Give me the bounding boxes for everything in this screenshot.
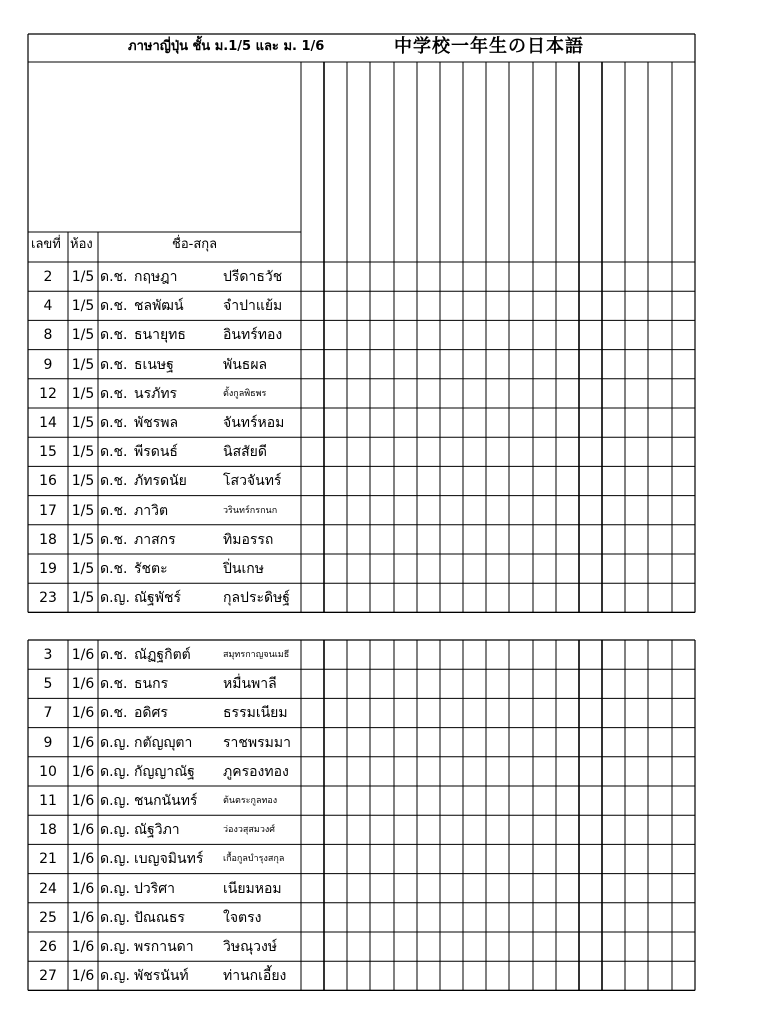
sheet-title-japanese: 中学校一年生の日本語 — [394, 36, 584, 57]
student-last-name: ปรีดาธวัช — [223, 269, 283, 285]
student-room: 1/6 — [71, 705, 95, 722]
student-room: 1/5 — [71, 269, 95, 285]
student-last-name: อินทร์ทอง — [223, 327, 283, 344]
student-prefix: ด.ช. — [100, 298, 128, 315]
column-header-room: ห้อง — [70, 237, 93, 252]
student-last-name: ต้นตระกูลทอง — [223, 796, 278, 806]
student-prefix: ด.ช. — [100, 327, 128, 344]
student-room: 1/5 — [71, 444, 95, 461]
student-first-name: ชนกนันทร์ — [134, 793, 198, 809]
student-prefix: ด.ช. — [100, 356, 128, 373]
student-number: 21 — [39, 851, 57, 868]
student-last-name: ว่องวสุสมวงศ์ — [223, 825, 275, 836]
student-prefix: ด.ช. — [100, 444, 128, 461]
student-room: 1/6 — [71, 851, 95, 868]
student-room: 1/6 — [71, 647, 95, 663]
student-number: 24 — [39, 880, 57, 897]
student-prefix: ด.ญ. — [100, 763, 130, 780]
student-last-name: วิษณุวงษ์ — [223, 939, 278, 955]
student-number: 19 — [39, 561, 57, 577]
student-room: 1/5 — [71, 385, 95, 402]
student-first-name: ธนายุทธ — [134, 327, 186, 344]
student-number: 8 — [43, 327, 53, 344]
student-room: 1/5 — [71, 590, 95, 607]
student-number: 27 — [39, 968, 57, 985]
student-first-name: ธนกร — [134, 676, 169, 693]
student-room: 1/6 — [71, 822, 95, 839]
student-room: 1/5 — [71, 561, 95, 577]
student-prefix: ด.ช. — [100, 531, 128, 548]
student-room: 1/5 — [71, 327, 95, 344]
student-first-name: ภาสกร — [134, 531, 176, 548]
student-first-name: พรกานดา — [134, 939, 194, 955]
student-number: 9 — [43, 356, 53, 373]
student-last-name: จำปาแย้ม — [223, 298, 283, 315]
student-last-name: เกื้อกูลบำรุงสกุล — [223, 854, 285, 865]
student-first-name: กัญญาณัฐ — [134, 763, 195, 780]
student-last-name: พันธผล — [223, 356, 268, 373]
student-number: 15 — [39, 444, 57, 461]
student-prefix: ด.ช. — [100, 502, 128, 519]
student-number: 9 — [43, 734, 53, 751]
student-number: 18 — [39, 822, 57, 839]
student-prefix: ด.ญ. — [100, 851, 130, 868]
student-last-name: ปิ่นเกษ — [223, 561, 264, 577]
student-first-name: ชลพัฒน์ — [134, 298, 184, 315]
student-first-name: ณัฏฐกิตต์ — [134, 647, 191, 663]
student-room: 1/5 — [71, 473, 95, 490]
student-number: 10 — [39, 763, 57, 780]
student-room: 1/5 — [71, 298, 95, 315]
student-first-name: ณัฐวิภา — [134, 822, 180, 839]
student-prefix: ด.ญ. — [100, 793, 130, 809]
student-prefix: ด.ญ. — [100, 968, 130, 985]
student-room: 1/6 — [71, 939, 95, 955]
student-room: 1/6 — [71, 968, 95, 985]
student-first-name: ปัณณธร — [134, 909, 185, 926]
student-first-name: เบญจมินทร์ — [134, 851, 204, 868]
student-number: 25 — [39, 909, 57, 926]
student-number: 7 — [43, 705, 53, 722]
student-room: 1/5 — [71, 502, 95, 519]
student-prefix: ด.ช. — [100, 415, 128, 431]
student-number: 4 — [43, 298, 53, 315]
student-number: 18 — [39, 531, 57, 548]
student-room: 1/6 — [71, 880, 95, 897]
student-room: 1/6 — [71, 676, 95, 693]
student-last-name: เนียมหอม — [223, 880, 282, 897]
student-prefix: ด.ญ. — [100, 880, 130, 897]
student-number: 5 — [43, 676, 53, 693]
student-first-name: กตัญญุตา — [134, 734, 193, 751]
student-last-name: ราชพรมมา — [223, 734, 291, 751]
student-last-name: ภูครองทอง — [223, 763, 289, 780]
student-last-name: สมุทรกาญจนเมธี — [223, 650, 290, 660]
student-first-name: กฤษฎา — [134, 269, 178, 285]
student-number: 12 — [39, 385, 57, 402]
student-first-name: นรภัทร — [134, 385, 178, 402]
student-number: 14 — [39, 415, 57, 431]
student-number: 3 — [43, 647, 53, 663]
column-header-name: ชื่อ-สกุล — [172, 237, 218, 252]
student-last-name: ตั้งกูลพิธพร — [223, 388, 267, 399]
student-number: 26 — [39, 939, 57, 955]
student-last-name: ท่านกเอี้ยง — [223, 968, 287, 985]
student-prefix: ด.ช. — [100, 269, 128, 285]
student-prefix: ด.ช. — [100, 473, 128, 490]
student-room: 1/5 — [71, 531, 95, 548]
student-last-name: ใจตรง — [223, 909, 262, 926]
student-prefix: ด.ช. — [100, 561, 128, 577]
column-header-number: เลขที่ — [31, 237, 61, 252]
student-room: 1/5 — [71, 356, 95, 373]
student-last-name: วรินทร์กรกนก — [223, 505, 278, 516]
student-number: 16 — [39, 473, 57, 490]
student-last-name: ธรรมเนียม — [223, 705, 288, 722]
student-first-name: พีรดนธ์ — [134, 444, 178, 461]
student-prefix: ด.ญ. — [100, 734, 130, 751]
student-first-name: ปวริศา — [134, 880, 176, 897]
student-first-name: พัชรนันท์ — [134, 968, 189, 985]
student-prefix: ด.ญ. — [100, 939, 130, 955]
student-prefix: ด.ช. — [100, 385, 128, 402]
student-number: 17 — [39, 502, 57, 519]
student-first-name: ภาวิต — [134, 502, 169, 519]
student-last-name: นิสสัยดี — [223, 444, 267, 461]
student-first-name: ภัทรดนัย — [134, 473, 187, 490]
sheet-title-thai: ภาษาญี่ปุ่น ชั้น ม.1/5 และ ม. 1/6 — [128, 39, 325, 54]
student-prefix: ด.ช. — [100, 647, 128, 663]
student-prefix: ด.ญ. — [100, 909, 130, 926]
student-last-name: ทิมอรรถ — [223, 531, 274, 548]
student-last-name: จันทร์หอม — [223, 415, 285, 431]
student-first-name: ณัฐพัชร์ — [134, 590, 181, 607]
student-first-name: ธเนษฐ — [134, 356, 174, 373]
student-number: 23 — [39, 590, 57, 607]
student-room: 1/6 — [71, 734, 95, 751]
student-room: 1/5 — [71, 415, 95, 431]
student-room: 1/6 — [71, 793, 95, 809]
student-prefix: ด.ช. — [100, 705, 128, 722]
student-room: 1/6 — [71, 763, 95, 780]
student-number: 2 — [43, 269, 53, 285]
student-last-name: หมื่นพาลี — [223, 676, 277, 693]
student-first-name: พัชรพล — [134, 415, 179, 431]
student-number: 11 — [39, 793, 57, 809]
student-last-name: โสวจันทร์ — [223, 473, 282, 490]
student-prefix: ด.ญ. — [100, 590, 130, 607]
student-room: 1/6 — [71, 909, 95, 926]
student-first-name: อดิศร — [134, 705, 168, 722]
student-prefix: ด.ช. — [100, 676, 128, 693]
student-first-name: รัชตะ — [134, 561, 168, 577]
student-prefix: ด.ญ. — [100, 822, 130, 839]
student-last-name: กุลประดิษฐ์ — [223, 590, 291, 607]
